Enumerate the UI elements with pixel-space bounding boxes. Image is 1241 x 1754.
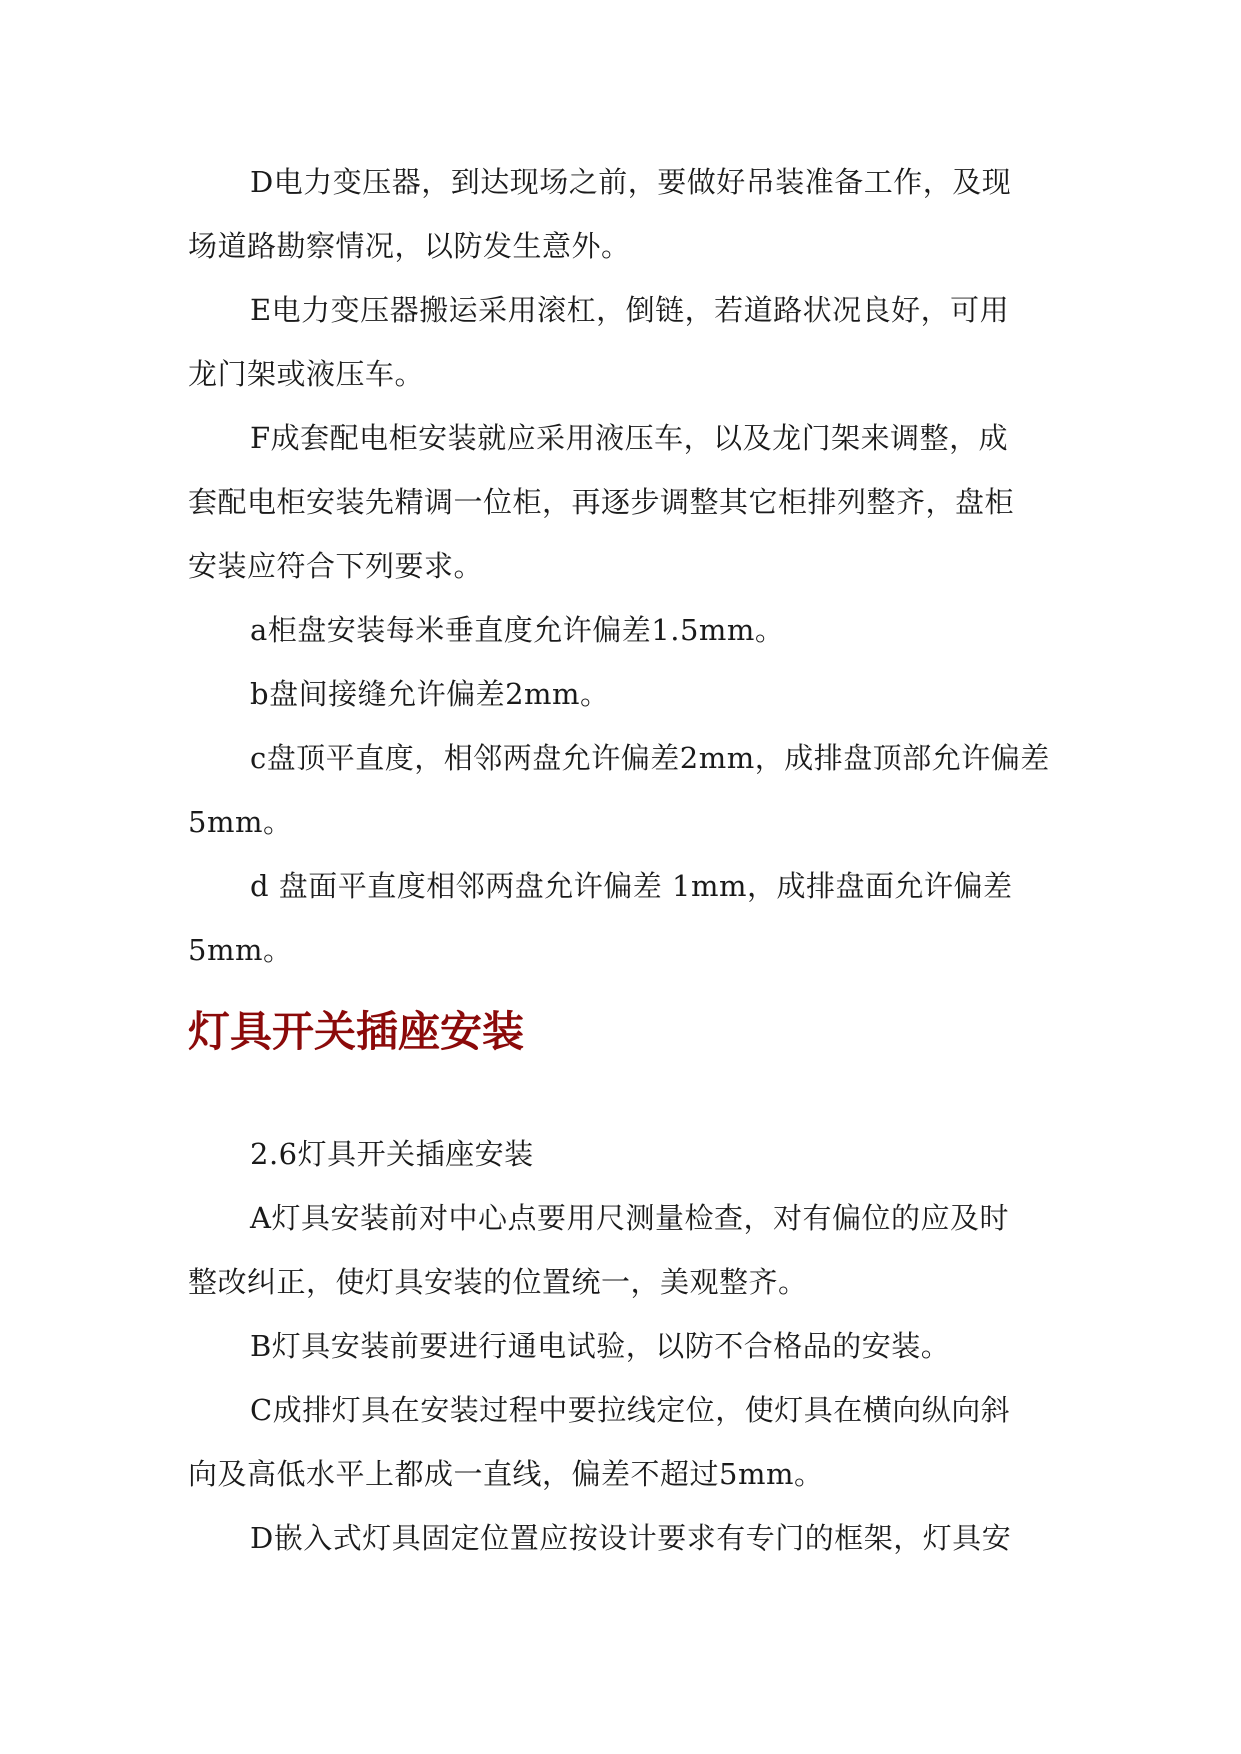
paragraph-line: d 盘面平直度相邻两盘允许偏差 1mm，成排盘面允许偏差 (250, 869, 1013, 903)
paragraph-line: B灯具安装前要进行通电试验，以防不合格品的安装。 (250, 1329, 951, 1363)
paragraph-line: 场道路勘察情况，以防发生意外。 (188, 229, 631, 263)
paragraph-line: 向及高低水平上都成一直线，偏差不超过5mm。 (188, 1457, 824, 1491)
paragraph-line: F成套配电柜安装就应采用液压车，以及龙门架来调整，成 (250, 421, 1009, 455)
paragraph-line: 2.6灯具开关插座安装 (250, 1137, 534, 1171)
paragraph-line: 安装应符合下列要求。 (188, 549, 484, 583)
section-heading: 灯具开关插座安装 (188, 1007, 525, 1056)
paragraph-line: E电力变压器搬运采用滚杠，倒链，若道路状况良好，可用 (250, 293, 1010, 327)
paragraph-line: 龙门架或液压车。 (188, 357, 425, 391)
paragraph-line: D电力变压器，到达现场之前，要做好吊装准备工作，及现 (250, 165, 1012, 199)
paragraph-line: 5mm。 (188, 805, 293, 839)
paragraph-line: 套配电柜安装先精调一位柜，再逐步调整其它柜排列整齐，盘柜 (188, 485, 1015, 519)
paragraph-line: 5mm。 (188, 933, 293, 967)
paragraph-line: b盘间接缝允许偏差2mm。 (250, 677, 610, 711)
paragraph-line: A灯具安装前对中心点要用尺测量检查，对有偏位的应及时 (250, 1201, 1009, 1235)
paragraph-line: D嵌入式灯具固定位置应按设计要求有专门的框架，灯具安 (250, 1521, 1012, 1555)
paragraph-line: C成排灯具在安装过程中要拉线定位，使灯具在横向纵向斜 (250, 1393, 1011, 1427)
paragraph-line: 整改纠正，使灯具安装的位置统一，美观整齐。 (188, 1265, 808, 1299)
paragraph-line: c盘顶平直度，相邻两盘允许偏差2mm，成排盘顶部允许偏差 (250, 741, 1050, 775)
paragraph-line: a柜盘安装每米垂直度允许偏差1.5mm。 (250, 613, 785, 647)
